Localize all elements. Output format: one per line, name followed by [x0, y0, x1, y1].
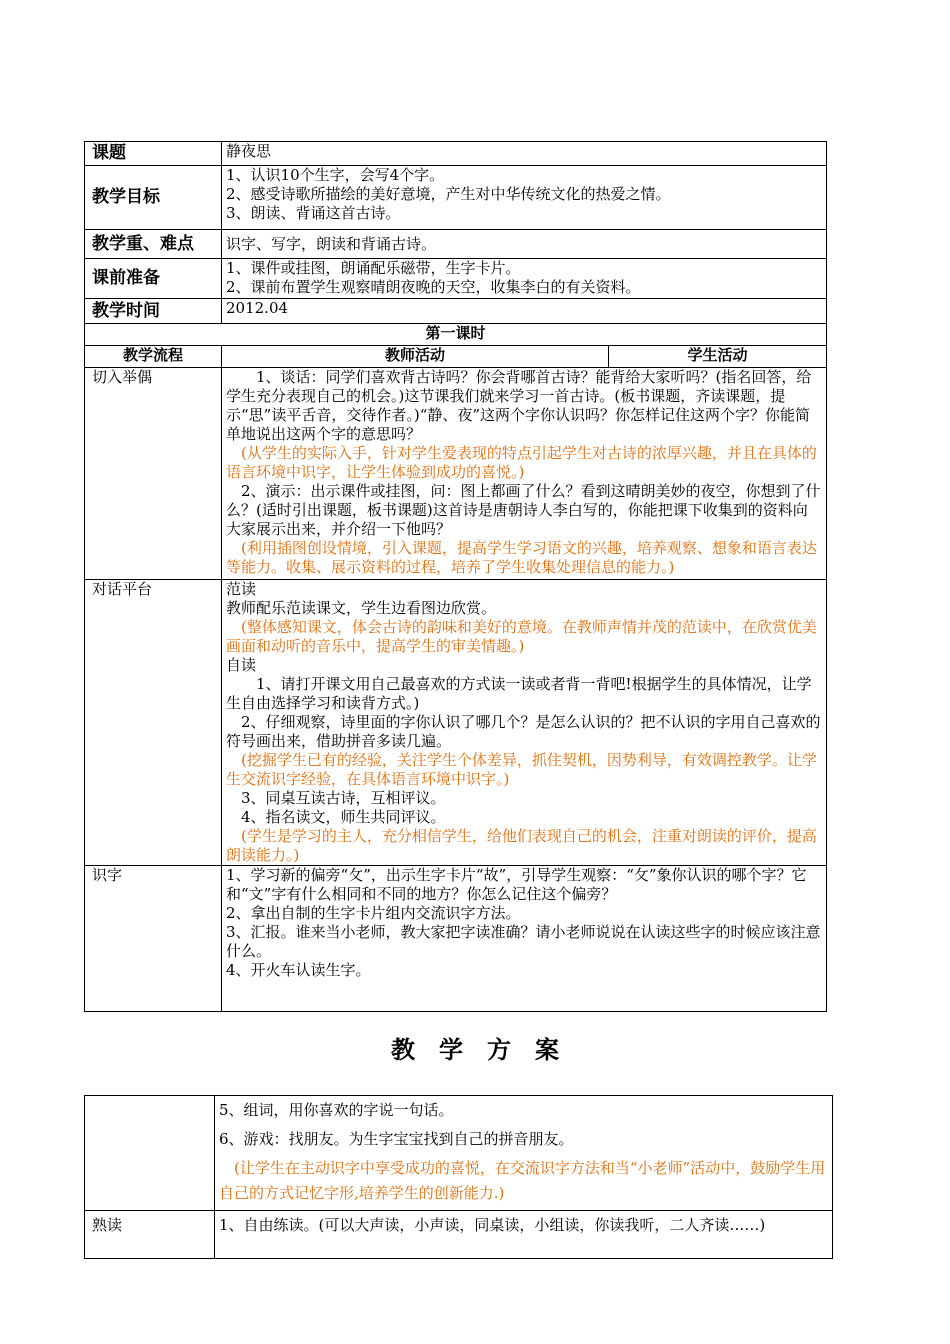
preparation-line: 2、课前布置学生观察晴朗夜晚的天空，收集李白的有关资料。: [226, 278, 641, 296]
section-content-dialogue: [222, 580, 827, 866]
section-label-literacy: 识字: [85, 866, 222, 1012]
row-lesson-title: [85, 324, 827, 346]
label-key-points: 教学重、难点: [85, 230, 222, 259]
section-content-continued: [215, 1096, 833, 1211]
label-time: 教学时间: [85, 299, 222, 324]
paragraph-note: (让学生在主动识字中享受成功的喜悦，在交流识字方法和当“小老师”活动中，鼓励学生用自己的方式记忆字形,培养学生的创新能力.): [219, 1159, 826, 1202]
paragraph-note: (从学生的实际入手，针对学生爱表现的特点引起学生对古诗的浓厚兴趣，并且在具体的语言环境中识字，让学生体验到成功的喜悦。): [226, 444, 817, 481]
paragraph: 6、游戏：找朋友。为生字宝宝找到自己的拼音朋友。: [219, 1130, 574, 1148]
row-headers: [85, 346, 827, 368]
row-continued: [85, 1096, 833, 1211]
row-topic: [85, 142, 827, 166]
row-preparation: [85, 259, 827, 299]
row-section-literacy: [85, 866, 827, 1012]
paragraph-note: (整体感知课文，体会古诗的韵味和美好的意境。在教师声情并茂的范读中，在欣赏优美画面和动听的音乐中，提高学生的审美情趣。): [226, 618, 817, 655]
paragraph: 1、谈话：同学们喜欢背古诗吗？你会背哪首古诗？能背给大家听吗？(指名回答，给学生充分表现自己的机会。)这节课我们就来学习一首古诗。(板书课题，齐读课题，提示“思”读平舌音，交待作者。)“静、夜”这两个字你认识吗？你怎样记住这两个字？你能简单地说出这两个字的意思吗？: [226, 368, 812, 443]
paragraph-note: (挖掘学生已有的经验，关注学生个体差异，抓住契机，因势利导，有效调控教学。让学生交流识字经验，在具体语言环境中识字。): [226, 751, 817, 788]
paragraph: 2、仔细观察，诗里面的字你认识了哪几个？是怎么认识的？把不认识的字用自己喜欢的符号画出来，借助拼音多读几遍。: [226, 713, 821, 750]
label-preparation: 课前准备: [85, 259, 222, 299]
lesson-plan-table: [84, 141, 827, 1012]
row-section-fluency: [85, 1211, 833, 1259]
label-topic: 课题: [85, 142, 222, 166]
objective-line: 1、认识10个生字，会写4个字。: [226, 166, 445, 184]
label-objectives: 教学目标: [85, 166, 222, 230]
paragraph: 1、自由练读。(可以大声读，小声读，同桌读，小组读，你读我听，二人齐读……): [219, 1216, 766, 1234]
section-content-fluency: [215, 1211, 833, 1259]
row-time: [85, 299, 827, 324]
paragraph-note: (学生是学习的主人，充分相信学生，给他们表现自己的机会，注重对朗读的评价，提高朗读能力。): [226, 827, 817, 864]
paragraph: 1、请打开课文用自己最喜欢的方式读一读或者背一背吧!根据学生的具体情况，让学生自由选择学习和读背方式。): [226, 675, 812, 712]
objective-line: 2、感受诗歌所描绘的美好意境，产生对中华传统文化的热爱之情。: [226, 185, 671, 203]
paragraph: 5、组词，用你喜欢的字说一句话。: [219, 1101, 454, 1119]
header-student: 学生活动: [609, 346, 827, 368]
paragraph: 自读: [226, 656, 257, 674]
objective-line: 3、朗读、背诵这首古诗。: [226, 204, 401, 222]
header-teacher: 教师活动: [222, 346, 609, 368]
value-topic: 静夜思: [222, 142, 827, 166]
paragraph: 1、学习新的偏旁“攵”，出示生字卡片“故”，引导学生观察：“攵”象你认识的哪个字？它和“文”字有什么相同和不同的地方？你怎么记住这个偏旁？: [226, 866, 807, 903]
value-objectives: [222, 166, 827, 230]
paragraph-note: (利用插图创设情境，引入课题，提高学生学习语文的兴趣，培养观察、想象和语言表达等能力。收集、展示资料的过程，培养了学生收集处理信息的能力。): [226, 539, 817, 576]
paragraph: 范读: [226, 580, 257, 598]
row-section-dialogue: [85, 580, 827, 866]
section-label-empty: [85, 1096, 215, 1211]
page-heading: 教学方案: [391, 1036, 583, 1064]
value-key-points: 识字、写字，朗读和背诵古诗。: [222, 230, 827, 259]
paragraph: 2、拿出自制的生字卡片组内交流识字方法。: [226, 904, 521, 922]
row-key-points: [85, 230, 827, 259]
paragraph: 3、汇报。谁来当小老师，教大家把字读准确？请小老师说说在认读这些字的时候应该注意什么。: [226, 923, 821, 960]
preparation-line: 1、课件或挂图，朗诵配乐磁带，生字卡片。: [226, 259, 521, 277]
paragraph: 2、演示：出示课件或挂图，问：图上都画了什么？看到这晴朗美妙的夜空，你想到了什么？(适时引出课题，板书课题)这首诗是唐朝诗人李白写的，你能把课下收集到的资料向大家展示出来，并介绍一下他吗？: [226, 482, 821, 538]
section-label-fluency: 熟读: [85, 1211, 215, 1259]
lesson-title: 第一课时: [85, 324, 827, 346]
section-label-intro: 切入举偶: [85, 368, 222, 580]
value-preparation: [222, 259, 827, 299]
row-section-intro: [85, 368, 827, 580]
header-flow: 教学流程: [85, 346, 222, 368]
continuation-table: [84, 1095, 833, 1259]
section-content-intro: [222, 368, 827, 580]
paragraph: 3、同桌互读古诗，互相评议。: [241, 789, 446, 807]
paragraph: 4、开火车认读生字。: [226, 961, 371, 979]
row-objectives: [85, 166, 827, 230]
paragraph: 教师配乐范读课文，学生边看图边欣赏。: [226, 599, 497, 617]
value-time: 2012.04: [222, 299, 827, 324]
section-label-dialogue: 对话平台: [85, 580, 222, 866]
paragraph: 4、指名读文，师生共同评议。: [241, 808, 446, 826]
section-content-literacy: [222, 866, 827, 1012]
